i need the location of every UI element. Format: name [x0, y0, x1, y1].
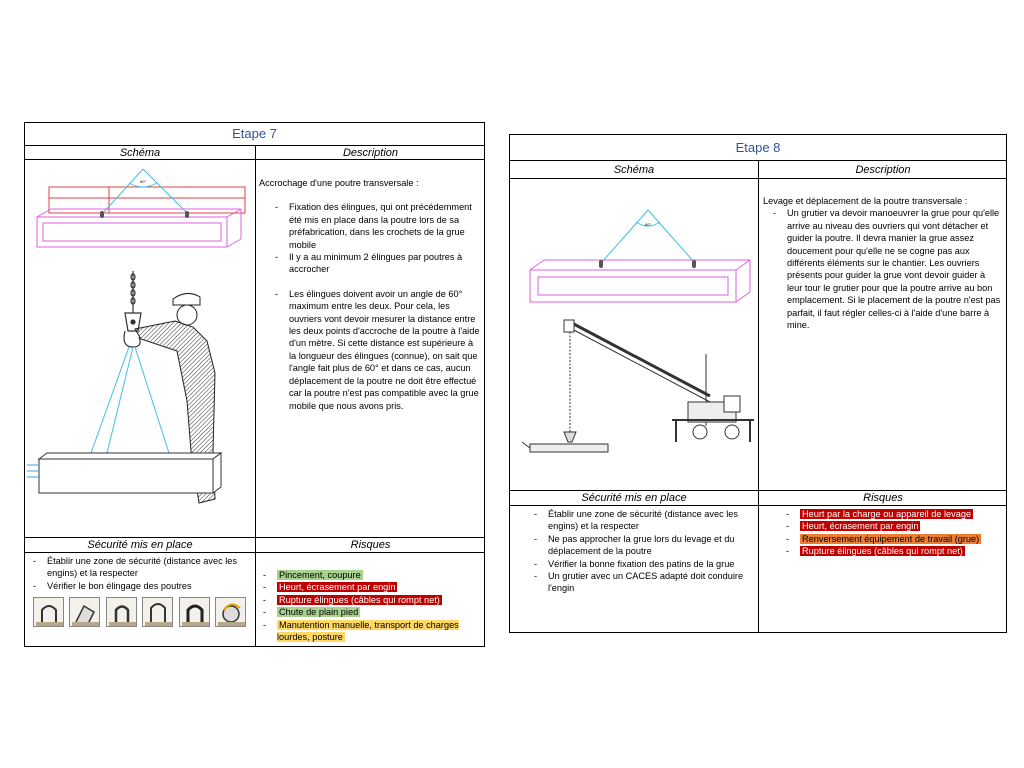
magenta-beam — [530, 260, 750, 302]
angle-label: 60° — [645, 222, 652, 227]
risk-label: Renversement équipement de travail (grue) — [802, 533, 980, 544]
sling-pictogram — [179, 597, 210, 627]
magenta-beam — [37, 209, 241, 247]
step7-schema-drawing — [25, 161, 255, 537]
risk-label: Heurt, écrasement par engin — [279, 582, 396, 593]
risk-item — [257, 606, 483, 618]
step8-description — [763, 195, 1003, 331]
sling-hooks — [599, 260, 696, 268]
description-intro: Accrochage d'une poutre transversale : — [259, 178, 419, 188]
safety-item: - Ne pas approcher la grue lors du levage et du déplacement de la poutre — [528, 533, 754, 558]
safety-item: - Vérifier la bonne fixation des patins de la grue — [528, 558, 754, 570]
risk-item — [257, 594, 483, 606]
risk-label: Heurt, écrasement par engin — [802, 521, 919, 532]
risk-item — [257, 619, 483, 644]
risks-header: Risques — [863, 492, 903, 504]
risk-item — [257, 569, 483, 581]
step8-safety-list — [528, 508, 754, 595]
step8-schema-drawing — [510, 180, 758, 490]
risks-header: Risques — [350, 539, 391, 551]
sling-pictogram — [33, 597, 64, 627]
risk-item — [780, 508, 1004, 520]
divider — [25, 552, 484, 553]
sling-lines — [602, 210, 694, 262]
safety-item: - Établir une zone de sécurité (distance avec les engins) et la respecter — [528, 508, 754, 533]
safety-item: - Un grutier avec un CACES adapté doit conduire l'engin — [528, 570, 754, 595]
lower-beam — [39, 453, 221, 493]
step8-card — [509, 134, 1007, 633]
beam-arrows — [27, 465, 39, 477]
safety-item: - Établir une zone de sécurité (distance avec les engins) et la respecter — [27, 555, 253, 580]
step7-title: Etape 7 — [25, 123, 484, 146]
risk-label: Rupture élingues (câbles qui rompt net) — [279, 594, 440, 605]
hook-slings — [91, 347, 169, 453]
sling-lines — [103, 169, 187, 213]
safety-item: - Vérifier le bon élingage des poutres — [27, 580, 253, 592]
safety-header: Sécurité mis en place — [87, 539, 193, 551]
risk-label: Pincement, coupure — [279, 570, 361, 580]
step7-safety-list — [27, 555, 253, 592]
sling-pictogram — [106, 597, 137, 627]
description-intro: Levage et déplacement de la poutre transversale : — [763, 196, 968, 206]
sling-pictogram — [142, 597, 173, 627]
step8-risks-list — [780, 508, 1004, 558]
risk-label: Rupture élingues (câbles qui rompt net) — [802, 546, 963, 557]
risk-item — [780, 545, 1004, 557]
safety-header: Sécurité mis en place — [581, 492, 687, 504]
schema-header: Schéma — [119, 147, 161, 159]
description-header: Description — [855, 164, 911, 176]
mobile-crane — [522, 320, 754, 452]
risk-item — [780, 533, 1004, 545]
risk-label: Heurt par la charge ou appareil de levage — [802, 509, 972, 519]
step8-title: Etape 8 — [510, 135, 1006, 161]
risk-item — [257, 581, 483, 593]
risk-label: Chute de plain pied — [279, 607, 359, 618]
sling-pictogram — [215, 597, 246, 627]
step7-risks-list — [257, 569, 483, 643]
step7-description — [259, 177, 481, 412]
angle-label: 60° — [140, 179, 147, 184]
divider — [758, 160, 759, 632]
divider — [510, 505, 1006, 506]
divider — [255, 145, 256, 646]
sling-pictograms — [33, 597, 251, 629]
description-item: - Les élingues doivent avoir un angle de 60° maximum entre les deux. Pour cela, les ouvriers vont devoir mesurer la distance entre les deux points d'accroche de la poutre à l'aide d'un mètre. Si cette distance est supérieure à la longueur des élingues (connue), on sait que l'angle fait plus de 60° et dans ce cas, aucun déplacement de la poutre ne doit être effectué car la poutre n'est pas compatible avec la grue mobile que nous avons pris. — [269, 288, 481, 412]
description-header: Description — [342, 147, 399, 159]
divider — [25, 537, 484, 538]
risk-label: Manutention manuelle, transport de charges lourdes, posture — [277, 619, 459, 643]
schema-header: Schéma — [613, 164, 655, 176]
step7-card — [24, 122, 485, 647]
divider — [510, 490, 1006, 491]
description-item: - Un grutier va devoir manoeuvrer la grue pour qu'elle arrive au niveau des ouvriers qui vont détacher et guider la poutre. Il devra manier la grue assez doucement pour qu'elle ne se cogne pas aux différents éléments sur le chantier. Les ouvriers présents pour guider la grue vont devoir guider à leur tour le grutier pour que la poutre arrive au bon emplacement. Si le placement de la poutre n'est pas parfait, il faut régler celles-ci à l'aide d'une barre à mine. — [767, 207, 1003, 331]
risk-item — [780, 520, 1004, 532]
sling-pictogram — [69, 597, 100, 627]
description-item: - Fixation des élingues, qui ont précédemment été mis en place dans la poutre lors de sa préfabrication, dans les crochets de la grue mobile — [269, 201, 481, 251]
description-item: - Il y a au minimum 2 élingues par poutres à accrocher — [269, 251, 481, 276]
